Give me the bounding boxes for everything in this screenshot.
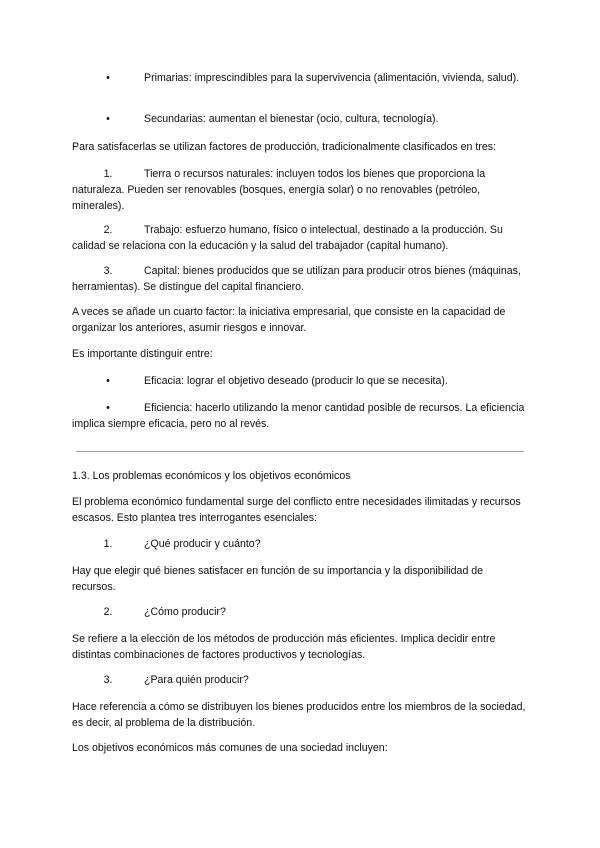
- bullet-marker: •: [106, 375, 110, 387]
- list-item-text: Capital: bienes producidos que se utilizan para producir otros bienes (máquinas, herramientas). Se distingue del capital financiero.: [72, 265, 521, 293]
- list-item-factor-land: [72, 166, 528, 214]
- bullet-marker: •: [106, 402, 110, 414]
- list-item-text: Eficiencia: hacerlo utilizando la menor cantidad posible de recursos. La eficiencia implica siempre eficacia, pero no al revés.: [72, 402, 525, 430]
- section-heading: 1.3. Los problemas económicos y los objetivos económicos: [72, 470, 351, 482]
- question-how-explanation: Se refiere a la elección de los métodos de producción más eficientes. Implica decidir entre distintas combinaciones de factores productivos y tecnologías.: [72, 633, 496, 661]
- list-number: 1.: [103, 538, 113, 550]
- list-number: 2.: [103, 224, 113, 236]
- list-item-text: ¿Qué producir y cuánto?: [144, 538, 261, 550]
- list-number: 1.: [103, 168, 113, 180]
- list-item-question-how: [72, 604, 528, 620]
- list-item-question-what: [72, 536, 528, 552]
- list-number: 3.: [103, 265, 113, 277]
- list-item-text: ¿Cómo producir?: [144, 606, 226, 618]
- distinguish-intro: Es importante distinguir entre:: [72, 348, 213, 360]
- list-number: 3.: [103, 674, 113, 686]
- problem-intro: El problema económico fundamental surge del conflicto entre necesidades ilimitadas y recursos escasos. Esto plantea tres interrogantes esenciales:: [72, 496, 521, 524]
- list-item-text: ¿Para quién producir?: [144, 674, 249, 686]
- bullet-marker: •: [106, 113, 110, 125]
- question-what-explanation: Hay que elegir qué bienes satisfacer en función de su importancia y la disponibilidad de recursos.: [72, 565, 484, 593]
- factors-intro: Para satisfacerlas se utilizan factores de producción, tradicionalmente clasificados en tres:: [72, 141, 496, 153]
- list-item-question-for-whom: [72, 672, 528, 688]
- list-item-efficacy: [72, 373, 528, 389]
- list-item-primary-needs: [72, 70, 528, 86]
- horizontal-divider: [76, 451, 524, 452]
- list-item-efficiency: [72, 400, 528, 432]
- list-item-text: Eficacia: lograr el objetivo deseado (producir lo que se necesita).: [144, 375, 448, 387]
- objectives-intro: Los objetivos económicos más comunes de una sociedad incluyen:: [72, 742, 388, 754]
- question-for-whom-explanation: Hace referencia a cómo se distribuyen los bienes producidos entre los miembros de la sociedad, es decir, al problema de la distribución.: [72, 701, 526, 729]
- list-item-factor-capital: [72, 263, 528, 295]
- fourth-factor-paragraph: A veces se añade un cuarto factor: la iniciativa empresarial, que consiste en la capacidad de organizar los anteriores, asumir riesgos e innovar.: [72, 306, 506, 334]
- list-item-text: Primarias: imprescindibles para la supervivencia (alimentación, vivienda, salud).: [144, 72, 520, 84]
- list-number: 2.: [103, 606, 113, 618]
- list-item-text: Trabajo: esfuerzo humano, físico o intelectual, destinado a la producción. Su calidad se relaciona con la educación y la salud del trabajador (capital humano).: [72, 224, 503, 252]
- list-item-text: Tierra o recursos naturales: incluyen todos los bienes que proporciona la naturaleza. Pueden ser renovables (bosques, energía solar) o no renovables (petróleo, minerales).: [72, 168, 486, 212]
- list-item-text: Secundarias: aumentan el bienestar (ocio, cultura, tecnología).: [144, 113, 439, 125]
- list-item-secondary-needs: [72, 111, 528, 127]
- bullet-marker: •: [106, 72, 110, 84]
- list-item-factor-labor: [72, 222, 528, 254]
